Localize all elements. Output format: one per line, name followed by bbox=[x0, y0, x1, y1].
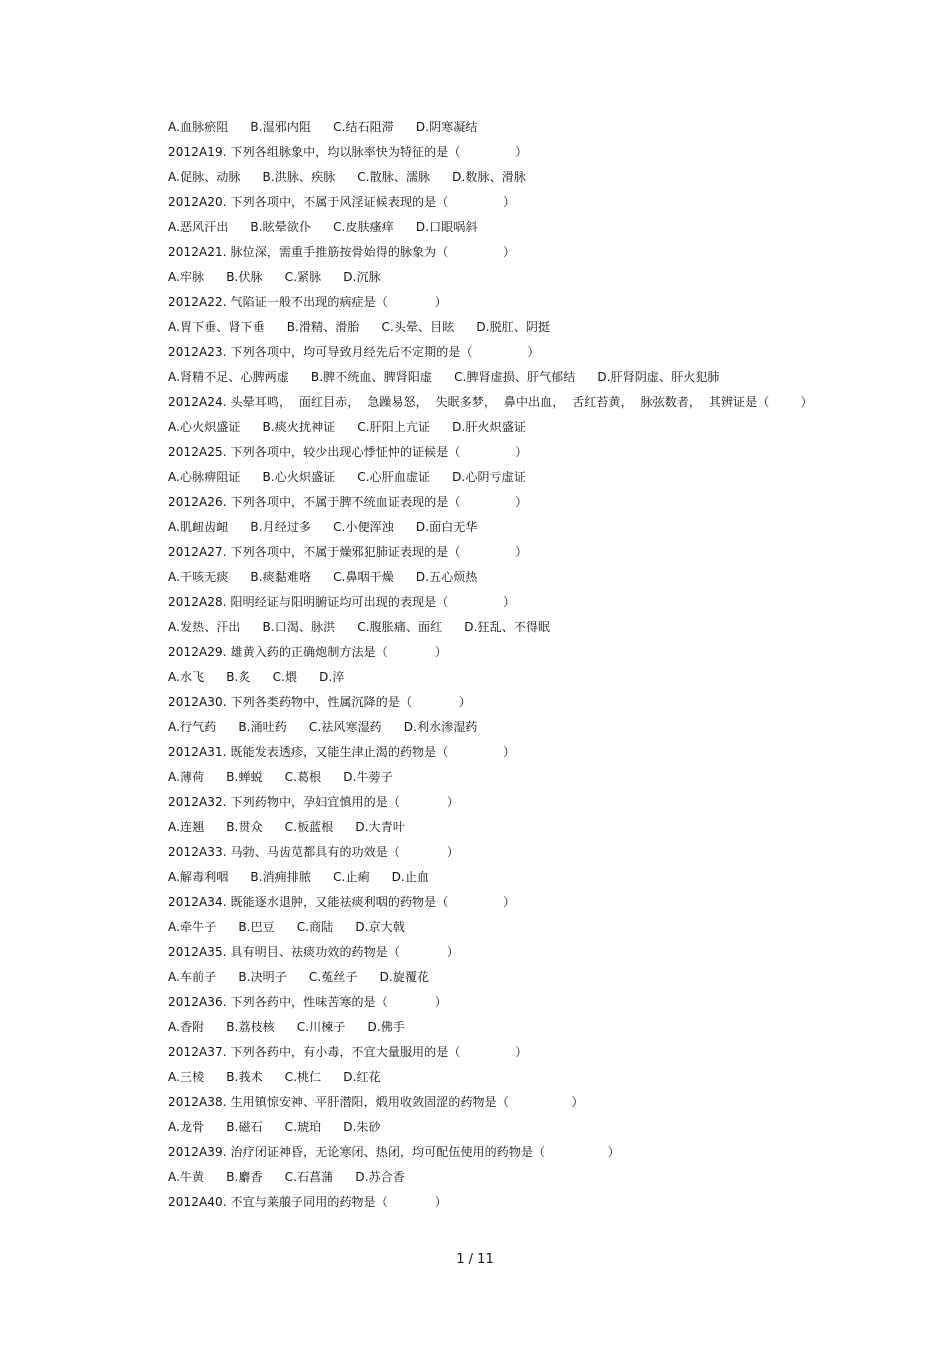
options-line bbox=[168, 767, 928, 792]
answer-option: A.促脉、动脉 bbox=[168, 170, 241, 184]
answer-option: A.连翘 bbox=[168, 820, 205, 834]
options-line bbox=[168, 867, 928, 892]
answer-option: A.薄荷 bbox=[168, 770, 205, 784]
options-line bbox=[168, 667, 928, 692]
answer-option: C.结石阻滞 bbox=[333, 120, 394, 134]
answer-option: C.紧脉 bbox=[284, 270, 322, 284]
answer-option: A.恶风汗出 bbox=[168, 220, 229, 234]
page-number: 1 / 11 bbox=[456, 1252, 494, 1267]
answer-option: B.麝香 bbox=[226, 1170, 263, 1184]
answer-option: C.鼻咽干燥 bbox=[333, 570, 394, 584]
answer-option: D.肝肾阴虚、肝火犯肺 bbox=[597, 370, 720, 384]
answer-option: D.阴寒凝结 bbox=[415, 120, 478, 134]
question-line: 2012A39. 治疗闭证神昏，无论寒闭、热闭，均可配伍使用的药物是（ ） bbox=[168, 1145, 620, 1159]
options-line bbox=[168, 917, 928, 942]
answer-option: A.龙骨 bbox=[168, 1120, 205, 1134]
question-line: 2012A34. 既能逐水退肿，又能祛痰利咽的药物是（ ） bbox=[168, 895, 516, 909]
answer-option: D.红花 bbox=[343, 1070, 381, 1084]
options-line bbox=[168, 167, 928, 192]
answer-option: D.口眼㖞斜 bbox=[415, 220, 478, 234]
answer-option: B.决明子 bbox=[238, 970, 287, 984]
answer-option: B.心火炽盛证 bbox=[262, 470, 336, 484]
options-line bbox=[168, 617, 928, 642]
answer-option: D.脱肛、阴挺 bbox=[476, 320, 551, 334]
answer-option: B.磁石 bbox=[226, 1120, 263, 1134]
options-line bbox=[168, 1167, 928, 1192]
options-line bbox=[168, 417, 928, 442]
answer-option: B.洪脉、疾脉 bbox=[262, 170, 336, 184]
answer-option: A.肌衄齿衄 bbox=[168, 520, 229, 534]
question-line: 2012A27. 下列各项中，不属于燥邪犯肺证表现的是（ ） bbox=[168, 545, 528, 559]
answer-option: C.石菖蒲 bbox=[284, 1170, 334, 1184]
question-line: 2012A31. 既能发表透疹，又能生津止渴的药物是（ ） bbox=[168, 745, 516, 759]
answer-option: D.沉脉 bbox=[343, 270, 381, 284]
answer-option: A.干咳无痰 bbox=[168, 570, 229, 584]
answer-option: A.水飞 bbox=[168, 670, 205, 684]
answer-option: D.大青叶 bbox=[355, 820, 405, 834]
answer-option: B.脾不统血、脾肾阳虚 bbox=[310, 370, 433, 384]
answer-option: C.葛根 bbox=[284, 770, 322, 784]
question-line: 2012A32. 下列药物中，孕妇宜慎用的是（ ） bbox=[168, 795, 460, 809]
answer-option: D.数脉、滑脉 bbox=[452, 170, 526, 184]
answer-option: A.心脉痹阻证 bbox=[168, 470, 241, 484]
answer-option: A.香附 bbox=[168, 1020, 205, 1034]
answer-option: A.牢脉 bbox=[168, 270, 205, 284]
answer-option: C.心肝血虚证 bbox=[357, 470, 431, 484]
options-line bbox=[168, 717, 928, 742]
options-line bbox=[168, 217, 928, 242]
answer-option: A.肾精不足、心脾两虚 bbox=[168, 370, 289, 384]
answer-option: B.月经过多 bbox=[250, 520, 312, 534]
answer-option: D.面白无华 bbox=[415, 520, 478, 534]
question-line: 2012A37. 下列各药中，有小毒，不宜大量服用的是（ ） bbox=[168, 1045, 528, 1059]
answer-option: B.痰黏难咯 bbox=[250, 570, 312, 584]
answer-option: B.炙 bbox=[226, 670, 251, 684]
answer-option: D.牛蒡子 bbox=[343, 770, 393, 784]
options-line bbox=[168, 1067, 928, 1092]
options-line bbox=[168, 967, 928, 992]
answer-option: B.莪术 bbox=[226, 1070, 263, 1084]
options-line bbox=[168, 1117, 928, 1142]
options-line bbox=[168, 567, 928, 592]
answer-option: A.牛黄 bbox=[168, 1170, 205, 1184]
answer-option: B.口渴、脉洪 bbox=[262, 620, 336, 634]
answer-option: C.脾肾虚损、肝气郁结 bbox=[454, 370, 576, 384]
answer-option: C.散脉、濡脉 bbox=[357, 170, 431, 184]
answer-option: D.狂乱、不得眠 bbox=[464, 620, 551, 634]
answer-option: D.京大戟 bbox=[355, 920, 405, 934]
answer-option: B.眩晕欲仆 bbox=[250, 220, 312, 234]
answer-option: D.利水渗湿药 bbox=[403, 720, 478, 734]
question-line: 2012A36. 下列各药中，性味苦寒的是（ ） bbox=[168, 995, 447, 1009]
answer-option: A.牵牛子 bbox=[168, 920, 217, 934]
answer-option: D.苏合香 bbox=[355, 1170, 405, 1184]
answer-option: A.心火炽盛证 bbox=[168, 420, 241, 434]
answer-option: D.朱砂 bbox=[343, 1120, 381, 1134]
answer-option: C.肝阳上亢证 bbox=[357, 420, 431, 434]
question-list bbox=[168, 117, 928, 1217]
answer-option: C.琥珀 bbox=[284, 1120, 322, 1134]
options-line bbox=[168, 317, 928, 342]
question-line: 2012A35. 具有明目、祛痰功效的药物是（ ） bbox=[168, 945, 460, 959]
answer-option: D.心阴亏虚证 bbox=[452, 470, 526, 484]
question-line: 2012A26. 下列各项中，不属于脾不统血证表现的是（ ） bbox=[168, 495, 528, 509]
answer-option: A.三棱 bbox=[168, 1070, 205, 1084]
question-line: 2012A28. 阳明经证与阳明腑证均可出现的表现是（ ） bbox=[168, 595, 516, 609]
answer-option: C.煨 bbox=[272, 670, 298, 684]
answer-option: B.伏脉 bbox=[226, 270, 263, 284]
question-line: 2012A29. 雄黄入药的正确炮制方法是（ ） bbox=[168, 645, 447, 659]
answer-option: C.商陆 bbox=[296, 920, 334, 934]
answer-option: D.止血 bbox=[391, 870, 430, 884]
answer-option: A.解毒利咽 bbox=[168, 870, 229, 884]
question-line: 2012A23. 下列各项中，均可导致月经先后不定期的是（ ） bbox=[168, 345, 540, 359]
question-line: 2012A40. 不宜与莱菔子同用的药物是（ ） bbox=[168, 1195, 447, 1209]
options-line bbox=[168, 367, 928, 392]
question-line: 2012A24. 头晕耳鸣， 面红目赤， 急躁易怒， 失眠多梦， 鼻中出血， 舌红苔黄， 脉弦数者， 其辨证是（ ） bbox=[168, 395, 813, 409]
options-line bbox=[168, 1017, 928, 1042]
answer-option: C.祛风寒湿药 bbox=[308, 720, 382, 734]
answer-option: B.滑精、滑胎 bbox=[286, 320, 360, 334]
answer-option: D.佛手 bbox=[367, 1020, 405, 1034]
answer-option: B.巴豆 bbox=[238, 920, 275, 934]
question-line: 2012A30. 下列各类药物中，性属沉降的是（ ） bbox=[168, 695, 472, 709]
answer-option: C.皮肤瘙痒 bbox=[333, 220, 394, 234]
question-line: 2012A19. 下列各组脉象中，均以脉率快为特征的是（ ） bbox=[168, 145, 528, 159]
answer-option: C.头晕、目眩 bbox=[381, 320, 455, 334]
answer-option: A.车前子 bbox=[168, 970, 217, 984]
answer-option: D.旋覆花 bbox=[379, 970, 430, 984]
answer-option: C.菟丝子 bbox=[308, 970, 358, 984]
question-line: 2012A20. 下列各项中，不属于风淫证候表现的是（ ） bbox=[168, 195, 516, 209]
answer-option: B.消痈排脓 bbox=[250, 870, 312, 884]
answer-option: C.桃仁 bbox=[284, 1070, 322, 1084]
options-line bbox=[168, 467, 928, 492]
answer-option: A.胃下垂、肾下垂 bbox=[168, 320, 265, 334]
options-line bbox=[168, 267, 928, 292]
question-line: 2012A25. 下列各项中，较少出现心悸怔忡的证候是（ ） bbox=[168, 445, 528, 459]
answer-option: D.肝火炽盛证 bbox=[452, 420, 526, 434]
question-line: 2012A21. 脉位深，需重手推筋按骨始得的脉象为（ ） bbox=[168, 245, 516, 259]
answer-option: D.五心烦热 bbox=[415, 570, 478, 584]
answer-option: B.荔枝核 bbox=[226, 1020, 275, 1034]
answer-option: B.蝉蜕 bbox=[226, 770, 263, 784]
answer-option: B.贯众 bbox=[226, 820, 263, 834]
answer-option: C.止痢 bbox=[333, 870, 370, 884]
answer-option: A.发热、汗出 bbox=[168, 620, 241, 634]
answer-option: C.小便浑浊 bbox=[333, 520, 394, 534]
question-line: 2012A33. 马勃、马齿苋都具有的功效是（ ） bbox=[168, 845, 460, 859]
answer-option: C.川楝子 bbox=[296, 1020, 346, 1034]
answer-option: B.湿邪内阻 bbox=[250, 120, 312, 134]
options-line bbox=[168, 517, 928, 542]
answer-option: B.痰火扰神证 bbox=[262, 420, 336, 434]
answer-option: D.淬 bbox=[319, 670, 345, 684]
answer-option: A.行气药 bbox=[168, 720, 217, 734]
options-line bbox=[168, 817, 928, 842]
question-line: 2012A22. 气陷证一般不出现的病症是（ ） bbox=[168, 295, 447, 309]
answer-option: A.血脉瘀阻 bbox=[168, 120, 229, 134]
answer-option: B.涌吐药 bbox=[238, 720, 287, 734]
question-line: 2012A38. 生用镇惊安神、平肝潜阳，煅用收敛固涩的药物是（ ） bbox=[168, 1095, 584, 1109]
answer-option: C.腹胀痛、面红 bbox=[357, 620, 443, 634]
options-line bbox=[168, 117, 928, 142]
answer-option: C.板蓝根 bbox=[284, 820, 334, 834]
